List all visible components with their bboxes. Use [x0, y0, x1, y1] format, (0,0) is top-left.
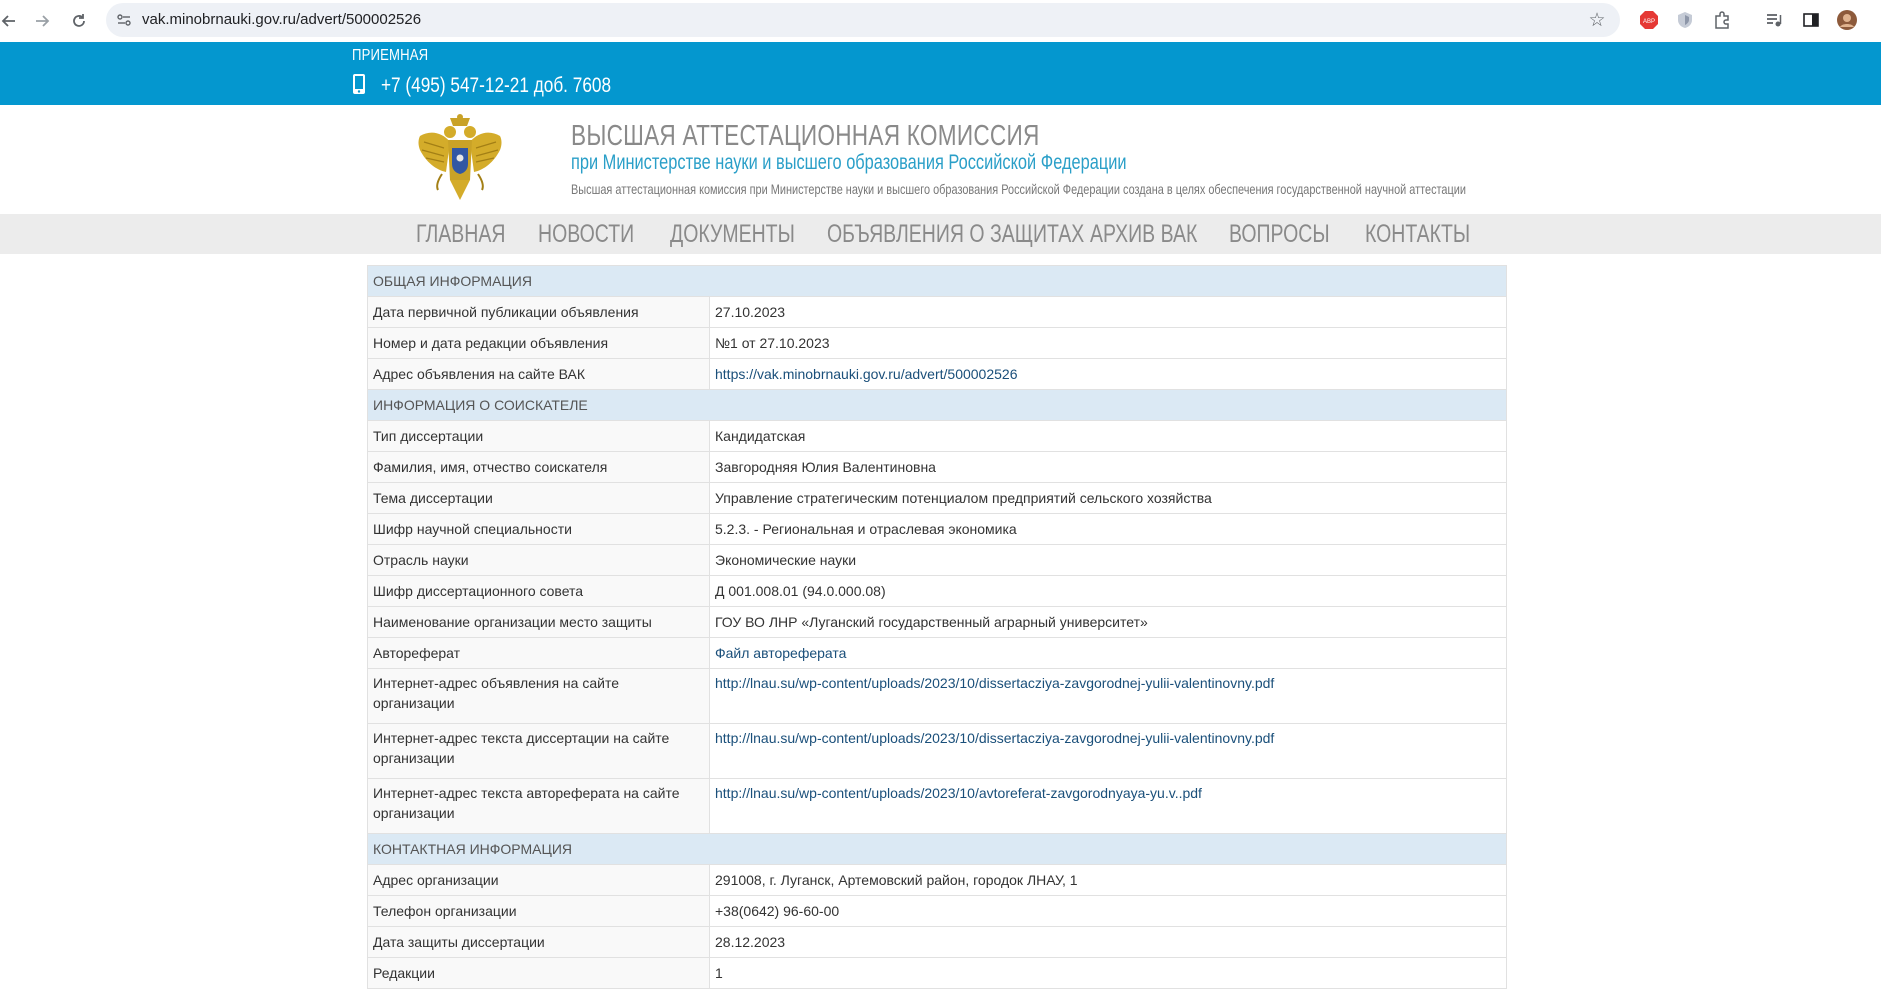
table-row [368, 452, 1507, 483]
dissertation-text-link[interactable]: http://lnau.su/wp-content/uploads/2023/10/dissertacziya-zavgorodnej-yulii-valentinovny.pdf [715, 730, 1275, 746]
nav-item-documents[interactable]: ДОКУМЕНТЫ [670, 220, 795, 248]
adblock-icon[interactable] [1637, 8, 1661, 32]
row-label: Автореферат [368, 638, 710, 669]
row-label: Адрес объявления на сайте ВАК [368, 359, 710, 390]
row-value: 5.2.3. - Региональная и отраслевая экономика [710, 514, 1507, 545]
row-label: Дата защиты диссертации [368, 927, 710, 958]
row-value [710, 638, 1507, 669]
org-description: Высшая аттестационная комиссия при Министерстве науки и высшего образования Российской Федерации создана в целях обеспечения государственной научной аттестации [571, 181, 1466, 197]
section-header-contacts [368, 834, 1507, 865]
nav-item-defense-announcements[interactable]: ОБЪЯВЛЕНИЯ О ЗАЩИТАХ [827, 220, 1085, 248]
row-label: Фамилия, имя, отчество соискателя [368, 452, 710, 483]
extensions-puzzle-icon[interactable] [1710, 8, 1734, 32]
back-arrow-icon[interactable] [0, 8, 22, 34]
browser-toolbar [0, 0, 1881, 43]
org-subtitle: при Министерстве науки и высшего образования Российской Федерации [571, 151, 1127, 174]
address-bar[interactable] [106, 3, 1620, 37]
org-title: ВЫСШАЯ АТТЕСТАЦИОННАЯ КОМИССИЯ [571, 120, 1040, 152]
table-row [368, 669, 1507, 724]
table-row [368, 421, 1507, 452]
row-value: №1 от 27.10.2023 [710, 328, 1507, 359]
main-navigation [0, 214, 1881, 254]
row-value: 27.10.2023 [710, 297, 1507, 328]
reception-label: ПРИЕМНАЯ [352, 47, 429, 64]
table-row [368, 779, 1507, 834]
nav-item-home[interactable]: ГЛАВНАЯ [416, 220, 506, 248]
row-value: Экономические науки [710, 545, 1507, 576]
row-label: Шифр диссертационного совета [368, 576, 710, 607]
table-row [368, 328, 1507, 359]
table-row [368, 724, 1507, 779]
table-row [368, 896, 1507, 927]
row-label: Тема диссертации [368, 483, 710, 514]
table-row [368, 576, 1507, 607]
reception-phone[interactable]: +7 (495) 547-12-21 доб. 7608 [381, 74, 612, 97]
nav-item-news[interactable]: НОВОСТИ [538, 220, 635, 248]
row-label: Интернет-адрес объявления на сайте организации [368, 669, 710, 724]
table-row [368, 927, 1507, 958]
table-row [368, 359, 1507, 390]
row-label: Тип диссертации [368, 421, 710, 452]
row-label: Номер и дата редакции объявления [368, 328, 710, 359]
abstract-text-link[interactable]: http://lnau.su/wp-content/uploads/2023/10/avtoreferat-zavgorodnyaya-yu.v..pdf [715, 785, 1202, 801]
table-row [368, 958, 1507, 989]
row-value [710, 724, 1507, 779]
bookmark-star-icon[interactable]: ☆ [1588, 9, 1606, 31]
section-title: КОНТАКТНАЯ ИНФОРМАЦИЯ [368, 834, 1507, 865]
row-value: Завгородняя Юлия Валентиновна [710, 452, 1507, 483]
row-value: 1 [710, 958, 1507, 989]
section-header-general [368, 266, 1507, 297]
url-text[interactable]: vak.minobrnauki.gov.ru/advert/500002526 [142, 11, 422, 28]
row-label: Отрасль науки [368, 545, 710, 576]
section-title: ИНФОРМАЦИЯ О СОИСКАТЕЛЕ [368, 390, 1507, 421]
row-value [710, 669, 1507, 724]
table-row [368, 483, 1507, 514]
row-value: ГОУ ВО ЛНР «Луганский государственный аграрный университет» [710, 607, 1507, 638]
row-label: Интернет-адрес текста автореферата на сайте организации [368, 779, 710, 834]
table-row [368, 545, 1507, 576]
row-value: Д 001.008.01 (94.0.000.08) [710, 576, 1507, 607]
nav-item-archive[interactable]: АРХИВ ВАК [1090, 220, 1198, 248]
row-label: Адрес организации [368, 865, 710, 896]
row-value: 291008, г. Луганск, Артемовский район, городок ЛНАУ, 1 [710, 865, 1507, 896]
row-value: Кандидатская [710, 421, 1507, 452]
row-value: 28.12.2023 [710, 927, 1507, 958]
row-label: Интернет-адрес текста диссертации на сайте организации [368, 724, 710, 779]
forward-arrow-icon[interactable] [29, 8, 55, 34]
section-header-applicant [368, 390, 1507, 421]
shield-extension-icon[interactable] [1673, 8, 1697, 32]
row-value [710, 359, 1507, 390]
row-label: Дата первичной публикации объявления [368, 297, 710, 328]
org-advert-link[interactable]: http://lnau.su/wp-content/uploads/2023/10/dissertacziya-zavgorodnej-yulii-valentinovny.pdf [715, 675, 1275, 691]
contact-bar [0, 42, 1881, 105]
row-value: Управление стратегическим потенциалом предприятий сельского хозяйства [710, 483, 1507, 514]
nav-item-contacts[interactable]: КОНТАКТЫ [1365, 220, 1471, 248]
table-row [368, 865, 1507, 896]
site-settings-icon[interactable] [116, 12, 132, 28]
coat-of-arms-logo[interactable] [412, 114, 508, 206]
section-title: ОБЩАЯ ИНФОРМАЦИЯ [368, 266, 1507, 297]
reload-icon[interactable] [66, 8, 92, 34]
row-label: Редакции [368, 958, 710, 989]
table-row [368, 297, 1507, 328]
abstract-file-link[interactable]: Файл автореферата [715, 645, 847, 661]
vak-advert-link[interactable]: https://vak.minobrnauki.gov.ru/advert/500002526 [715, 366, 1018, 382]
table-row [368, 514, 1507, 545]
media-queue-icon[interactable] [1762, 8, 1786, 32]
row-value: +38(0642) 96-60-00 [710, 896, 1507, 927]
table-row [368, 638, 1507, 669]
mobile-phone-icon [352, 73, 366, 95]
row-value [710, 779, 1507, 834]
row-label: Шифр научной специальности [368, 514, 710, 545]
advert-info-table [367, 265, 1507, 989]
table-row [368, 607, 1507, 638]
profile-avatar[interactable] [1835, 8, 1859, 32]
nav-item-questions[interactable]: ВОПРОСЫ [1229, 220, 1330, 248]
svg-text:ABP: ABP [1642, 19, 1656, 25]
row-label: Телефон организации [368, 896, 710, 927]
side-panel-icon[interactable] [1799, 8, 1823, 32]
row-label: Наименование организации место защиты [368, 607, 710, 638]
